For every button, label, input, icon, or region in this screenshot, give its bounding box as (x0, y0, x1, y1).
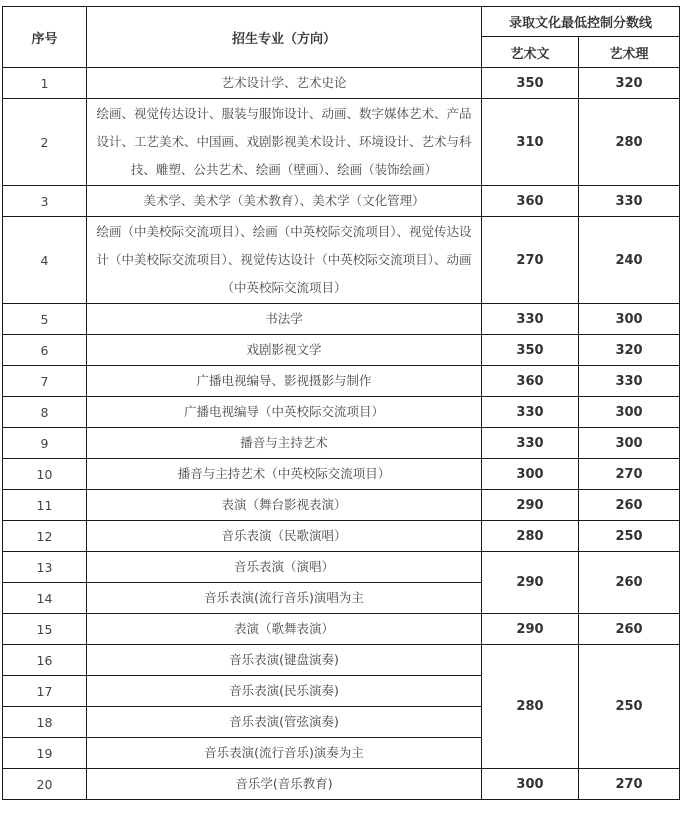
header-arts-science: 艺术理 (579, 37, 680, 68)
score-arts-science: 250 (579, 521, 680, 552)
score-arts-liberal: 280 (482, 645, 579, 769)
row-number: 17 (3, 676, 87, 707)
row-number: 8 (3, 397, 87, 428)
row-major: 音乐表演（演唱） (87, 552, 482, 583)
score-arts-liberal: 310 (482, 99, 579, 186)
score-arts-science: 280 (579, 99, 680, 186)
score-arts-liberal: 350 (482, 68, 579, 99)
row-number: 1 (3, 68, 87, 99)
row-number: 14 (3, 583, 87, 614)
table-row (3, 397, 680, 428)
header-major: 招生专业（方向） (87, 7, 482, 68)
table-row (3, 459, 680, 490)
table-row (3, 217, 680, 304)
row-major: 表演（舞台影视表演） (87, 490, 482, 521)
row-number: 3 (3, 186, 87, 217)
row-major: 音乐表演(键盘演奏) (87, 645, 482, 676)
header-score-group: 录取文化最低控制分数线 (482, 7, 680, 37)
row-number: 4 (3, 217, 87, 304)
score-arts-science: 260 (579, 614, 680, 645)
score-arts-science: 260 (579, 552, 680, 614)
table-row (3, 521, 680, 552)
score-arts-science: 320 (579, 68, 680, 99)
header-arts-liberal: 艺术文 (482, 37, 579, 68)
row-number: 16 (3, 645, 87, 676)
score-arts-liberal: 300 (482, 459, 579, 490)
score-arts-liberal: 360 (482, 186, 579, 217)
row-number: 12 (3, 521, 87, 552)
score-arts-liberal: 360 (482, 366, 579, 397)
score-arts-science: 330 (579, 366, 680, 397)
row-major: 绘画（中美校际交流项目）、绘画（中英校际交流项目）、视觉传达设计（中美校际交流项目）、视觉传达设计（中英校际交流项目）、动画（中英校际交流项目） (87, 217, 482, 304)
score-arts-science: 300 (579, 428, 680, 459)
row-major: 表演（歌舞表演） (87, 614, 482, 645)
row-number: 9 (3, 428, 87, 459)
row-major: 音乐表演(流行音乐)演唱为主 (87, 583, 482, 614)
score-arts-science: 270 (579, 769, 680, 800)
row-major: 音乐表演（民歌演唱） (87, 521, 482, 552)
score-arts-science: 260 (579, 490, 680, 521)
admission-score-table (2, 6, 680, 800)
row-major: 播音与主持艺术（中英校际交流项目） (87, 459, 482, 490)
row-number: 19 (3, 738, 87, 769)
table-row (3, 99, 680, 186)
score-arts-liberal: 350 (482, 335, 579, 366)
row-number: 20 (3, 769, 87, 800)
score-arts-liberal: 290 (482, 614, 579, 645)
row-number: 18 (3, 707, 87, 738)
score-arts-science: 300 (579, 397, 680, 428)
table-row (3, 186, 680, 217)
score-arts-liberal: 280 (482, 521, 579, 552)
row-number: 10 (3, 459, 87, 490)
score-arts-liberal: 330 (482, 428, 579, 459)
score-arts-science: 300 (579, 304, 680, 335)
score-arts-science: 250 (579, 645, 680, 769)
header-index: 序号 (3, 7, 87, 68)
row-number: 13 (3, 552, 87, 583)
table-row (3, 490, 680, 521)
row-major: 音乐表演(民乐演奏) (87, 676, 482, 707)
row-number: 6 (3, 335, 87, 366)
row-major: 美术学、美术学（美术教育）、美术学（文化管理） (87, 186, 482, 217)
table-row (3, 68, 680, 99)
row-major: 播音与主持艺术 (87, 428, 482, 459)
table-row (3, 769, 680, 800)
score-arts-science: 270 (579, 459, 680, 490)
score-arts-liberal: 290 (482, 552, 579, 614)
row-major: 广播电视编导（中英校际交流项目） (87, 397, 482, 428)
score-arts-science: 330 (579, 186, 680, 217)
row-major: 戏剧影视文学 (87, 335, 482, 366)
table-row (3, 335, 680, 366)
table-row (3, 366, 680, 397)
row-major: 书法学 (87, 304, 482, 335)
row-major: 艺术设计学、艺术史论 (87, 68, 482, 99)
row-major: 音乐表演(流行音乐)演奏为主 (87, 738, 482, 769)
score-arts-science: 240 (579, 217, 680, 304)
score-arts-liberal: 300 (482, 769, 579, 800)
table-row (3, 428, 680, 459)
table-row (3, 304, 680, 335)
row-major: 音乐表演(管弦演奏) (87, 707, 482, 738)
score-arts-liberal: 330 (482, 397, 579, 428)
row-number: 11 (3, 490, 87, 521)
table-row (3, 552, 680, 583)
score-arts-science: 320 (579, 335, 680, 366)
row-number: 2 (3, 99, 87, 186)
row-number: 5 (3, 304, 87, 335)
row-major: 绘画、视觉传达设计、服装与服饰设计、动画、数字媒体艺术、产品设计、工艺美术、中国画、戏剧影视美术设计、环境设计、艺术与科技、雕塑、公共艺术、绘画（壁画）、绘画（装饰绘画） (87, 99, 482, 186)
table-row (3, 614, 680, 645)
score-arts-liberal: 330 (482, 304, 579, 335)
score-arts-liberal: 270 (482, 217, 579, 304)
row-major: 广播电视编导、影视摄影与制作 (87, 366, 482, 397)
table-row (3, 645, 680, 676)
row-number: 15 (3, 614, 87, 645)
score-arts-liberal: 290 (482, 490, 579, 521)
row-number: 7 (3, 366, 87, 397)
row-major: 音乐学(音乐教育) (87, 769, 482, 800)
